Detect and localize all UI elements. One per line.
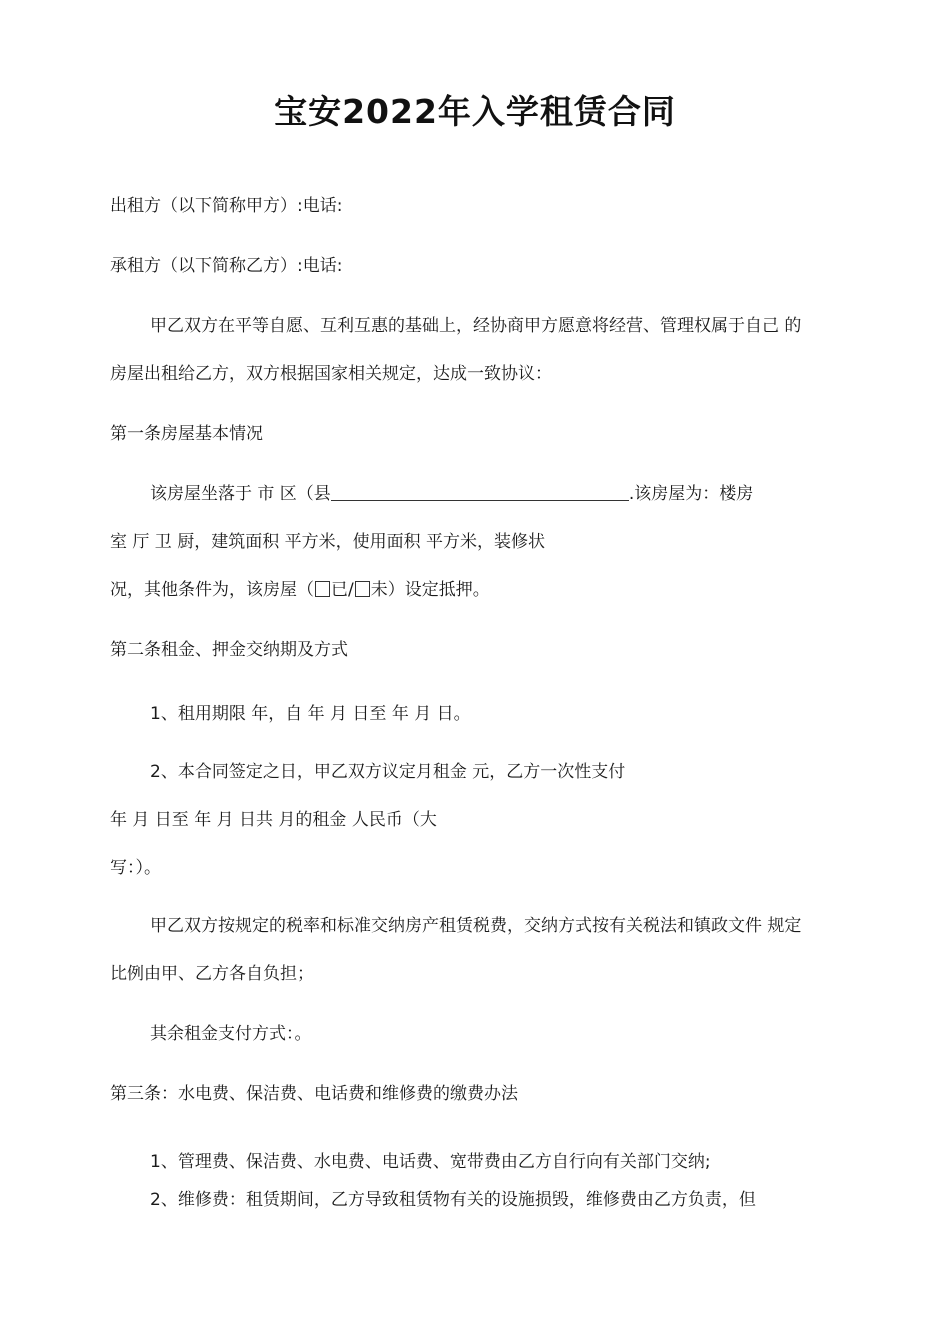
article-3-item-1: 1、管理费、保洁费、水电费、电话费、宽带费由乙方自行向有关部门交纳; [150, 1152, 711, 1172]
article-1-area-line: 室 厅 卫 厨，建筑面积 平方米，使用面积 平方米，装修状 [110, 532, 546, 552]
checkbox-mortgaged [315, 581, 330, 597]
house-type-text: .该房屋为：楼房 [628, 484, 754, 504]
mortgage-text-end: 未）设定抵押。 [370, 580, 490, 600]
article-3-heading: 第三条：水电费、保洁费、电话费和维修费的缴费办法 [110, 1084, 518, 1104]
article-3-item-2: 2、维修费：租赁期间，乙方导致租赁物有关的设施损毁，维修费由乙方负责，但 [150, 1190, 756, 1210]
other-payment-line: 其余租金支付方式：。 [150, 1024, 312, 1044]
intro-paragraph-line-1: 甲乙双方在平等自愿、互利互惠的基础上，经协商甲方愿意将经营、管理权属于自己 的 [150, 316, 802, 336]
article-1-location-line [150, 482, 753, 506]
article-2-item-1: 1、租用期限 年，自 年 月 日至 年 月 日。 [150, 704, 471, 724]
intro-paragraph-line-2: 房屋出租给乙方，双方根据国家相关规定，达成一致协议： [110, 364, 552, 384]
tax-paragraph-line-2: 比例由甲、乙方各自负担； [110, 964, 314, 984]
mortgaged-label: 已/ [331, 580, 354, 600]
article-2-item-2-line-3: 写：）。 [110, 858, 161, 878]
checkbox-not-mortgaged [355, 581, 370, 597]
location-text: 该房屋坐落于 市 区（县 [150, 484, 331, 504]
article-1-heading: 第一条房屋基本情况 [110, 424, 263, 444]
article-2-item-2-line-1: 2、本合同签定之日，甲乙双方议定月租金 元，乙方一次性支付 [150, 762, 626, 782]
article-2-heading: 第二条租金、押金交纳期及方式 [110, 640, 348, 660]
article-2-item-2-line-2: 年 月 日至 年 月 日共 月的租金 人民币（大 [110, 810, 437, 830]
party-a-line: 出租方（以下简称甲方）:电话: [110, 196, 343, 216]
mortgage-text-start: 况，其他条件为，该房屋（ [110, 580, 314, 600]
address-blank [331, 482, 629, 501]
article-1-mortgage-line [110, 578, 490, 602]
document-title: 宝安2022年入学租赁合同 [274, 92, 676, 131]
tax-paragraph-line-1: 甲乙双方按规定的税率和标准交纳房产租赁税费，交纳方式按有关税法和镇政文件 规定 [150, 916, 802, 936]
party-b-line: 承租方（以下简称乙方）:电话: [110, 256, 343, 276]
